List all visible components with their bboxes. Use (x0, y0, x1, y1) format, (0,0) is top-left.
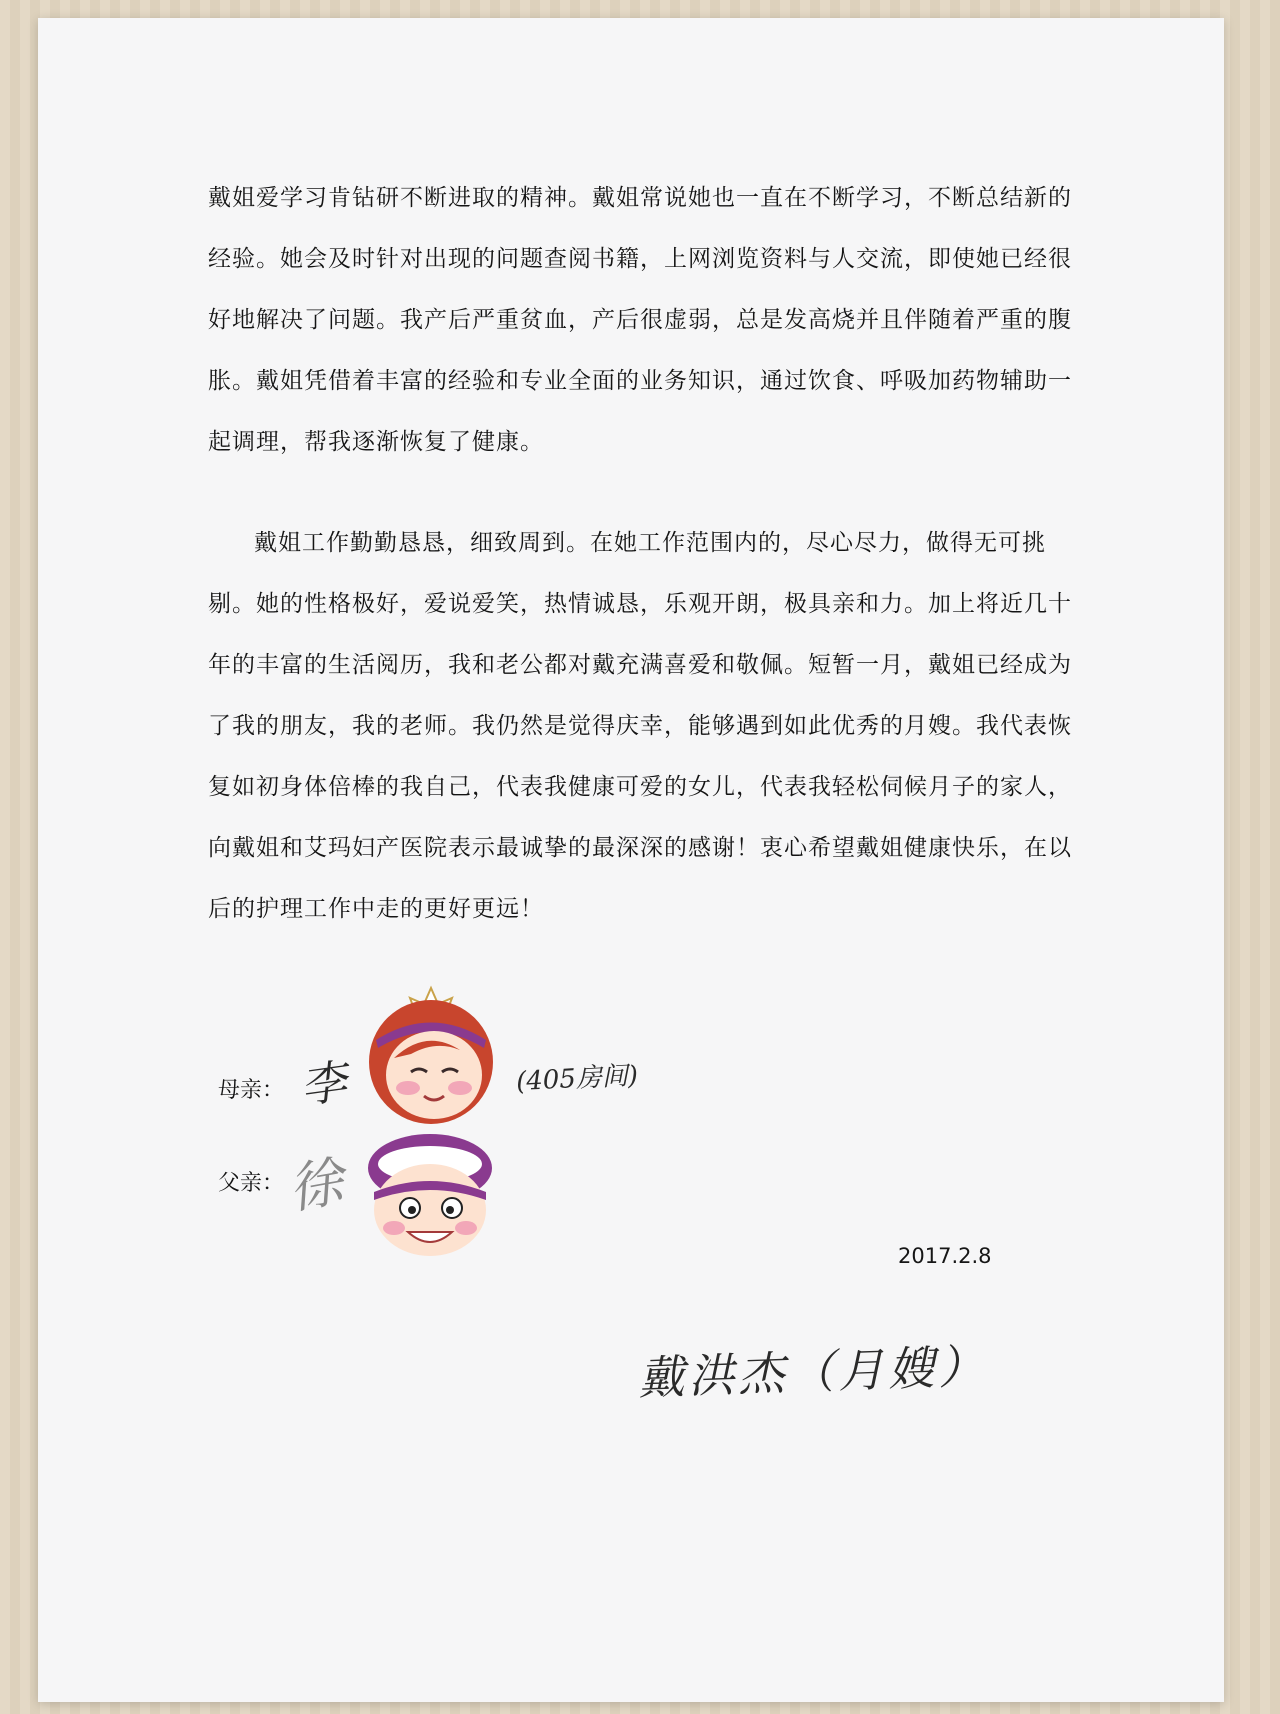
father-signature: 徐 (283, 1149, 348, 1222)
letter-body (208, 168, 1088, 940)
letter-date: 2017.2.8 (898, 1244, 992, 1268)
mother-room-note: (405房间) (515, 1060, 639, 1098)
mother-label: 母亲： (218, 1078, 285, 1103)
mother-signature: 李 (296, 1054, 350, 1114)
letter-paragraph-1: 戴姐爱学习肯钻研不断进取的精神。戴姐常说她也一直在不断学习，不断总结新的经验。她会及时针对出现的问题查阅书籍，上网浏览资料与人交流，即使她已经很好地解决了问题。我产后严重贫血，产后很虚弱，总是发高烧并且伴随着严重的腹胀。戴姐凭借着丰富的经验和专业全面的业务知识，通过饮食、呼吸加药物辅助一起调理，帮我逐渐恢复了健康。 (208, 185, 1072, 455)
boy-cartoon-sticker (360, 1130, 500, 1260)
nanny-signature: 戴洪杰（月嫂） (637, 1338, 989, 1406)
girl-cartoon-sticker (356, 980, 506, 1130)
letter-paper (38, 18, 1224, 1702)
letter-paragraph-2: 戴姐工作勤勤恳恳，细致周到。在她工作范围内的，尽心尽力，做得无可挑剔。她的性格极好，爱说爱笑，热情诚恳，乐观开朗，极具亲和力。加上将近几十年的丰富的生活阅历，我和老公都对戴充满喜爱和敬佩。短暂一月，戴姐已经成为了我的朋友，我的老师。我仍然是觉得庆幸，能够遇到如此优秀的月嫂。我代表恢复如初身体倍棒的我自己，代表我健康可爱的女儿，代表我轻松伺候月子的家人，向戴姐和艾玛妇产医院表示最诚挚的最深深的感谢！衷心希望戴姐健康快乐，在以后的护理工作中走的更好更远！ (208, 530, 1072, 922)
father-label: 父亲： (218, 1171, 285, 1196)
